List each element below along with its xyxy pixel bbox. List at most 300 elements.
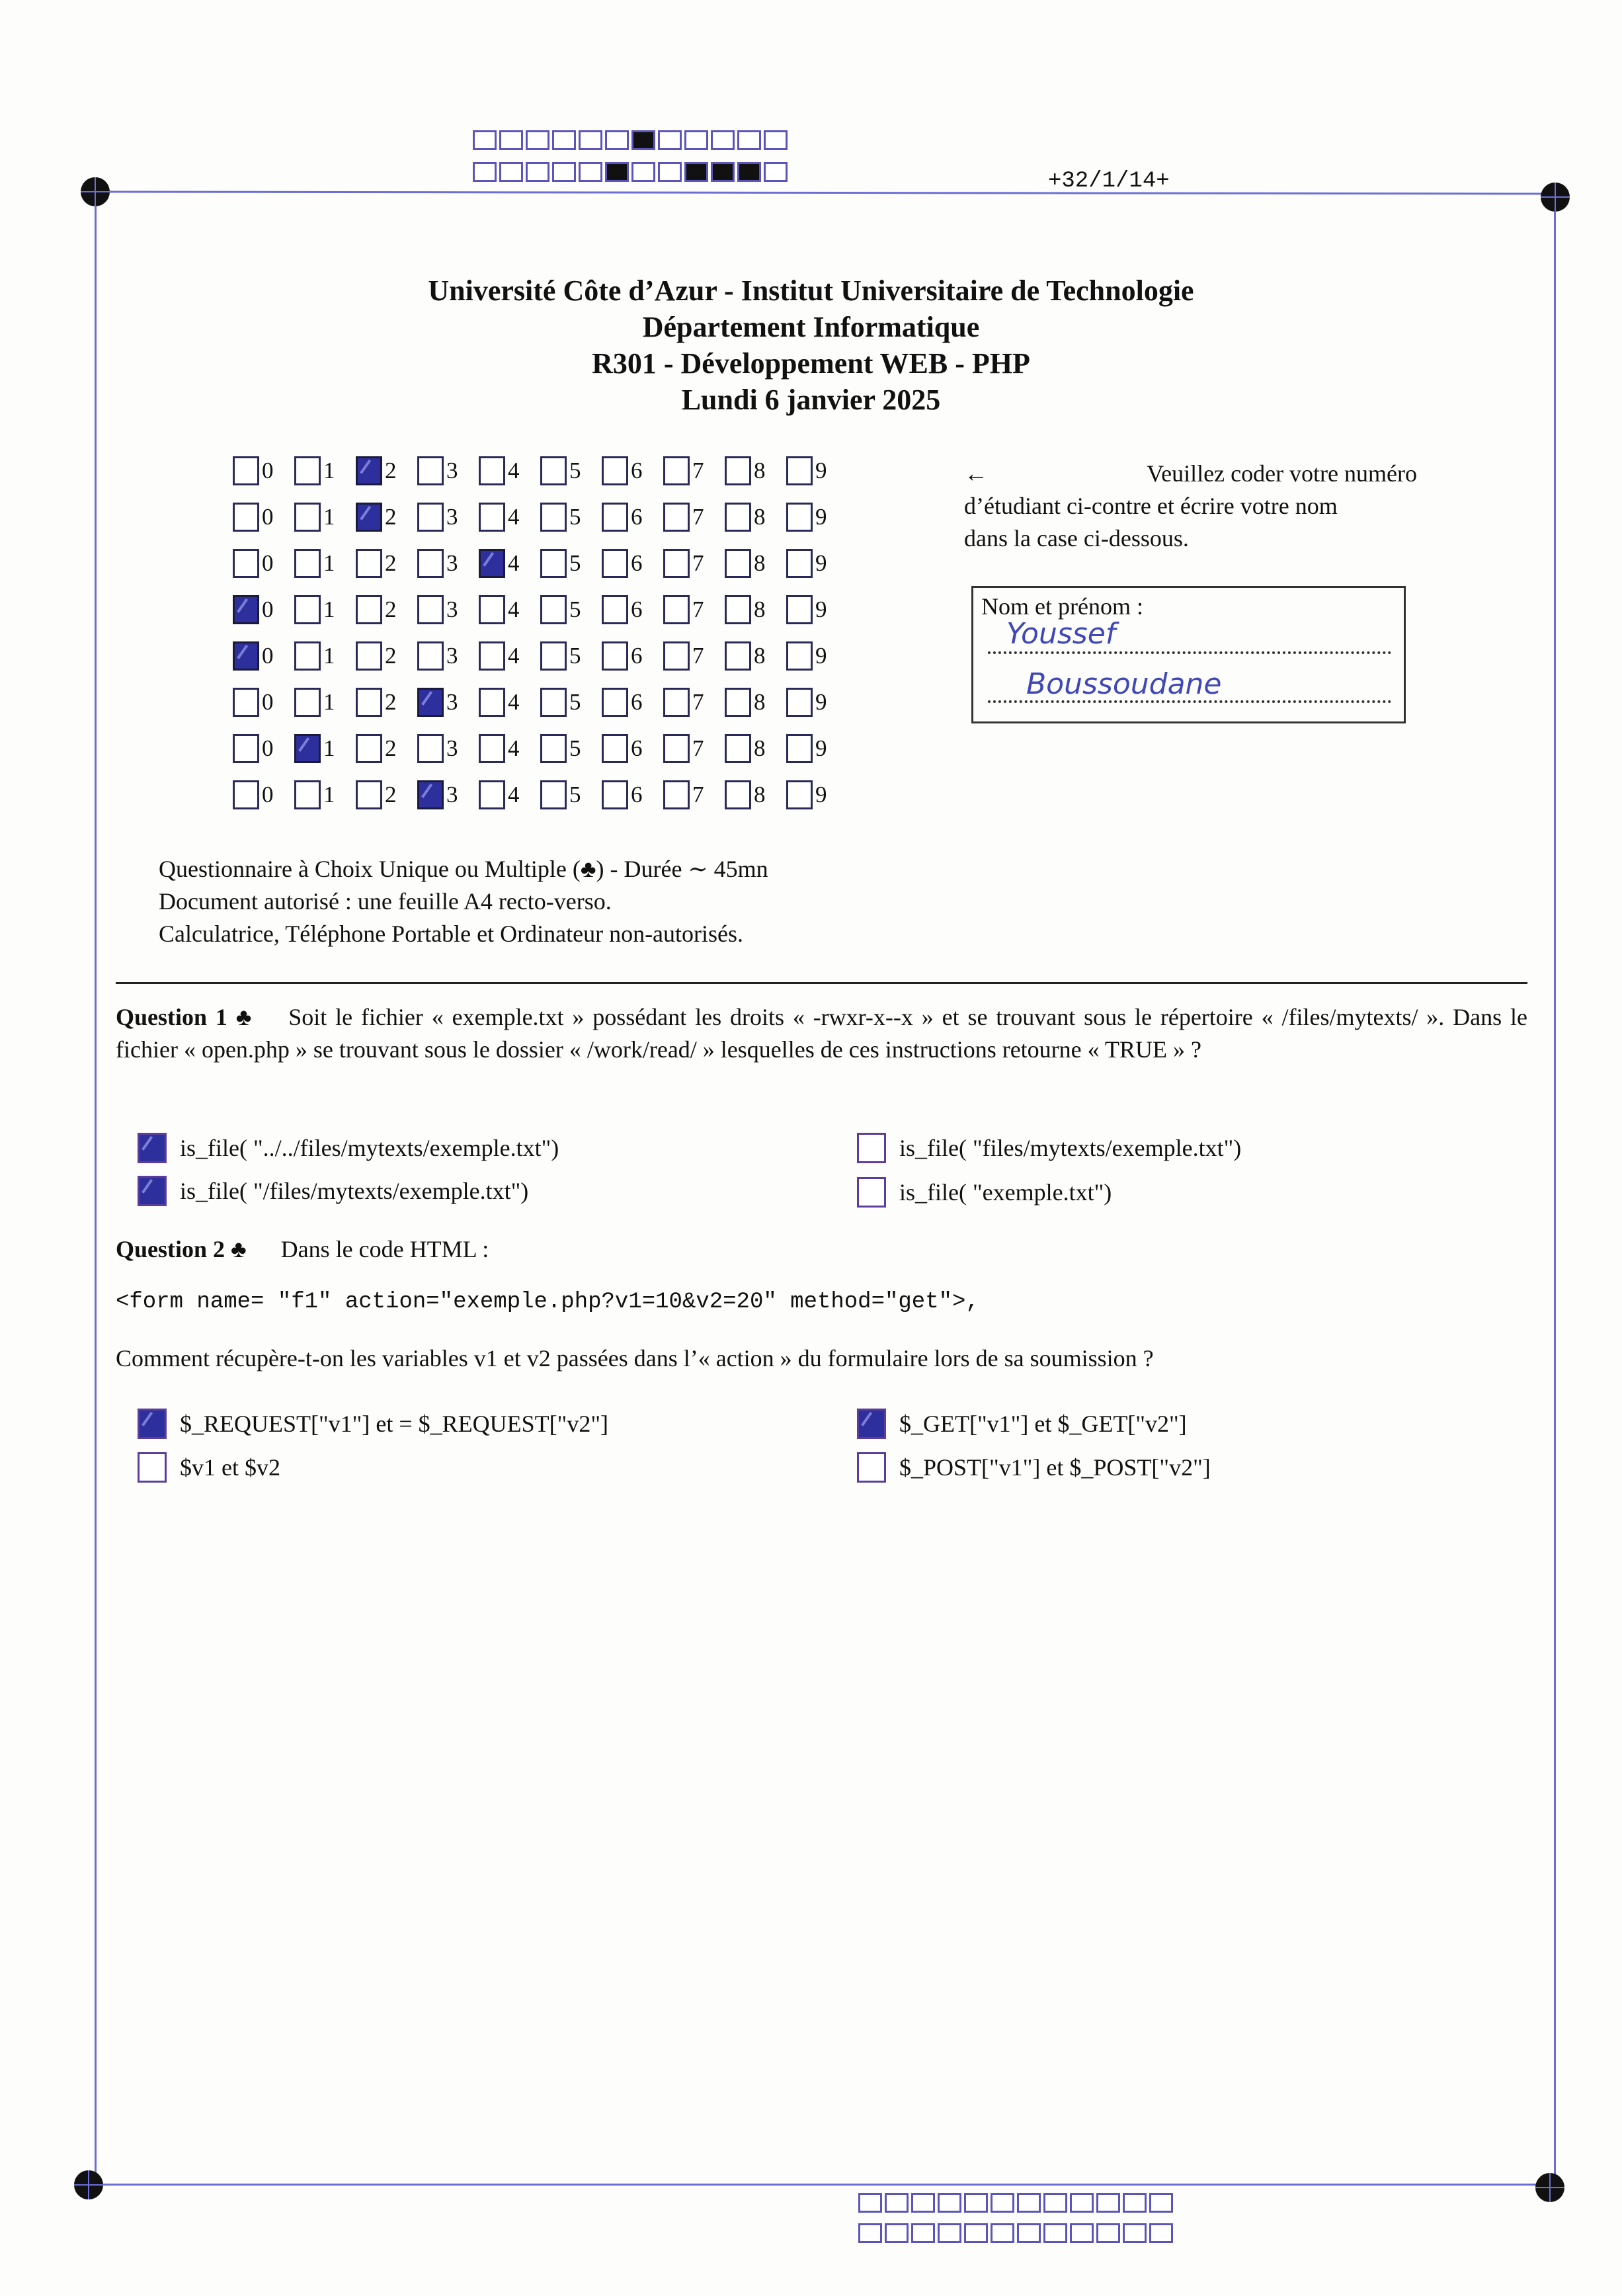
question-2-label: Question 2 ♣ <box>116 1236 247 1262</box>
digit-checkbox[interactable] <box>233 456 259 485</box>
digit-option[interactable] <box>540 780 602 809</box>
digit-option[interactable] <box>602 688 663 717</box>
name-box[interactable] <box>971 586 1406 723</box>
digit-checkbox[interactable] <box>294 780 321 809</box>
digit-checkbox[interactable] <box>540 641 567 671</box>
digit-checkbox[interactable] <box>356 734 382 763</box>
corner-marker-top-right <box>1541 183 1570 212</box>
digit-option[interactable] <box>540 456 602 485</box>
digit-label: 5 <box>569 735 581 761</box>
digit-label: 3 <box>446 689 458 715</box>
digit-option[interactable] <box>294 688 356 717</box>
digit-label: 7 <box>692 689 704 715</box>
digit-label: 5 <box>569 550 581 576</box>
q1-option-b-checkbox[interactable] <box>857 1133 886 1163</box>
digit-option[interactable] <box>417 780 479 809</box>
digit-option[interactable] <box>602 641 663 671</box>
question-2-heading <box>116 1233 489 1266</box>
instructions-line-1: Veuillez coder votre numéro <box>1147 460 1417 487</box>
q2-option-d[interactable] <box>857 1452 1211 1483</box>
digit-checkbox[interactable] <box>417 641 444 671</box>
code-cell <box>473 130 497 150</box>
q1-option-b[interactable] <box>857 1133 1241 1163</box>
digit-label: 2 <box>385 504 397 530</box>
digit-label: 6 <box>631 458 643 483</box>
digit-checkbox[interactable] <box>540 780 567 809</box>
digit-label: 3 <box>446 504 458 530</box>
digit-checkbox[interactable] <box>233 734 259 763</box>
digit-option[interactable] <box>356 734 417 763</box>
digit-label: 7 <box>692 596 704 622</box>
digit-label: 9 <box>815 596 827 622</box>
code-cell <box>1017 2193 1041 2213</box>
digit-checkbox[interactable] <box>602 595 628 624</box>
digit-checkbox[interactable] <box>479 641 505 671</box>
digit-label: 0 <box>262 596 274 622</box>
digit-checkbox[interactable] <box>540 549 567 578</box>
exam-date: Lundi 6 janvier 2025 <box>681 384 941 416</box>
code-cell <box>552 130 576 150</box>
digit-option[interactable] <box>540 688 602 717</box>
q2-option-a-checkbox[interactable] <box>138 1409 167 1439</box>
code-cell <box>737 162 761 182</box>
digit-label: 9 <box>815 735 827 761</box>
digit-option[interactable] <box>725 595 786 624</box>
instructions-line-2: d’étudiant ci-contre et écrire votre nom <box>964 493 1338 519</box>
code-cell <box>1096 2193 1120 2213</box>
digit-checkbox[interactable] <box>417 780 444 809</box>
digit-option[interactable] <box>786 503 848 532</box>
q1-option-a[interactable] <box>138 1133 559 1163</box>
digit-option[interactable] <box>417 734 479 763</box>
digit-checkbox[interactable] <box>356 456 382 485</box>
digit-checkbox[interactable] <box>602 734 628 763</box>
digit-label: 0 <box>262 643 274 669</box>
digit-checkbox[interactable] <box>786 641 813 671</box>
page-code: +32/1/14+ <box>1048 169 1170 194</box>
digit-option[interactable] <box>786 549 848 578</box>
q2-option-c[interactable] <box>138 1452 280 1483</box>
digit-option[interactable] <box>479 641 540 671</box>
digit-option[interactable] <box>356 780 417 809</box>
digit-checkbox[interactable] <box>540 595 567 624</box>
code-cell <box>764 162 788 182</box>
digit-option[interactable] <box>786 780 848 809</box>
digit-option[interactable] <box>663 503 725 532</box>
digit-label: 0 <box>262 550 274 576</box>
digit-option[interactable] <box>725 688 786 717</box>
digit-checkbox[interactable] <box>417 595 444 624</box>
digit-checkbox[interactable] <box>233 641 259 671</box>
digit-checkbox[interactable] <box>602 641 628 671</box>
digit-option[interactable] <box>479 595 540 624</box>
digit-checkbox[interactable] <box>540 503 567 532</box>
digit-checkbox[interactable] <box>786 734 813 763</box>
digit-label: 6 <box>631 735 643 761</box>
digit-checkbox[interactable] <box>294 688 321 717</box>
digit-option[interactable] <box>294 734 356 763</box>
digit-option[interactable] <box>602 595 663 624</box>
digit-label: 7 <box>692 550 704 576</box>
digit-option[interactable] <box>233 595 294 624</box>
digit-option[interactable] <box>725 503 786 532</box>
digit-option[interactable] <box>356 503 417 532</box>
q1-option-d[interactable] <box>857 1177 1112 1208</box>
code-cell <box>526 162 549 182</box>
digit-checkbox[interactable] <box>479 456 505 485</box>
digit-checkbox[interactable] <box>356 549 382 578</box>
code-cell <box>1149 2223 1173 2243</box>
code-cell <box>1043 2193 1067 2213</box>
digit-option[interactable] <box>663 456 725 485</box>
digit-label: 7 <box>692 735 704 761</box>
digit-checkbox[interactable] <box>663 641 690 671</box>
code-cell <box>711 130 735 150</box>
frame-top <box>95 190 1556 194</box>
digit-checkbox[interactable] <box>663 549 690 578</box>
digit-label: 9 <box>815 689 827 715</box>
code-cell <box>964 2223 988 2243</box>
digit-option[interactable] <box>602 734 663 763</box>
digit-option[interactable] <box>663 780 725 809</box>
digit-checkbox[interactable] <box>786 503 813 532</box>
question-1 <box>116 1001 1527 1066</box>
digit-label: 1 <box>323 504 335 530</box>
digit-checkbox[interactable] <box>786 456 813 485</box>
digit-option[interactable] <box>417 549 479 578</box>
digit-checkbox[interactable] <box>356 688 382 717</box>
digit-label: 7 <box>692 782 704 807</box>
digit-option[interactable] <box>233 734 294 763</box>
digit-checkbox[interactable] <box>725 734 751 763</box>
digit-label: 8 <box>754 504 766 530</box>
digit-option[interactable] <box>479 734 540 763</box>
student-number-row <box>233 587 848 633</box>
digit-option[interactable] <box>294 780 356 809</box>
digit-checkbox[interactable] <box>786 595 813 624</box>
digit-option[interactable] <box>417 688 479 717</box>
digit-checkbox[interactable] <box>663 503 690 532</box>
digit-checkbox[interactable] <box>233 688 259 717</box>
digit-checkbox[interactable] <box>602 549 628 578</box>
digit-checkbox[interactable] <box>725 641 751 671</box>
digit-label: 8 <box>754 596 766 622</box>
digit-label: 7 <box>692 504 704 530</box>
q1-option-a-checkbox[interactable] <box>138 1133 167 1163</box>
digit-checkbox[interactable] <box>294 503 321 532</box>
digit-label: 9 <box>815 458 827 483</box>
digit-label: 3 <box>446 550 458 576</box>
digit-checkbox[interactable] <box>233 549 259 578</box>
digit-label: 8 <box>754 550 766 576</box>
digit-label: 9 <box>815 782 827 807</box>
top-code-row-1 <box>473 130 790 150</box>
digit-label: 1 <box>323 643 335 669</box>
digit-checkbox[interactable] <box>725 503 751 532</box>
digit-option[interactable] <box>663 734 725 763</box>
digit-option[interactable] <box>294 641 356 671</box>
digit-option[interactable] <box>479 456 540 485</box>
digit-option[interactable] <box>294 456 356 485</box>
digit-checkbox[interactable] <box>725 549 751 578</box>
code-cell <box>499 130 523 150</box>
digit-option[interactable] <box>417 595 479 624</box>
digit-label: 3 <box>446 643 458 669</box>
code-cell <box>1070 2223 1094 2243</box>
digit-checkbox[interactable] <box>294 734 321 763</box>
code-cell <box>631 130 655 150</box>
digit-option[interactable] <box>786 456 848 485</box>
digit-checkbox[interactable] <box>417 549 444 578</box>
digit-checkbox[interactable] <box>725 456 751 485</box>
digit-label: 4 <box>508 550 520 576</box>
digit-option[interactable] <box>479 780 540 809</box>
digit-checkbox[interactable] <box>663 456 690 485</box>
code-cell <box>885 2193 909 2213</box>
digit-checkbox[interactable] <box>479 503 505 532</box>
code-cell <box>499 162 523 182</box>
code-cell <box>938 2193 961 2213</box>
digit-option[interactable] <box>417 641 479 671</box>
code-cell <box>711 162 735 182</box>
q2-option-b[interactable] <box>857 1409 1187 1439</box>
digit-option[interactable] <box>356 641 417 671</box>
digit-checkbox[interactable] <box>540 734 567 763</box>
code-cell <box>991 2193 1014 2213</box>
corner-marker-bottom-left <box>74 2170 103 2199</box>
arrow-left-icon: ← <box>964 460 988 487</box>
digit-checkbox[interactable] <box>663 780 690 809</box>
digit-option[interactable] <box>786 734 848 763</box>
code-cell <box>605 162 629 182</box>
header <box>0 272 1622 418</box>
digit-checkbox[interactable] <box>540 456 567 485</box>
digit-option[interactable] <box>479 688 540 717</box>
digit-checkbox[interactable] <box>294 595 321 624</box>
digit-checkbox[interactable] <box>479 780 505 809</box>
digit-option[interactable] <box>540 549 602 578</box>
digit-option[interactable] <box>786 641 848 671</box>
digit-checkbox[interactable] <box>356 780 382 809</box>
digit-checkbox[interactable] <box>356 595 382 624</box>
university-title: Université Côte d’Azur - Institut Universitaire de Technologie <box>428 274 1194 307</box>
code-cell <box>579 162 602 182</box>
digit-label: 4 <box>508 643 520 669</box>
digit-option[interactable] <box>356 456 417 485</box>
digit-checkbox[interactable] <box>294 641 321 671</box>
q2-option-b-checkbox[interactable] <box>857 1409 886 1439</box>
q2-option-c-checkbox[interactable] <box>138 1452 167 1483</box>
digit-option[interactable] <box>725 641 786 671</box>
digit-checkbox[interactable] <box>233 780 259 809</box>
digit-checkbox[interactable] <box>786 688 813 717</box>
digit-checkbox[interactable] <box>417 503 444 532</box>
q2-option-d-checkbox[interactable] <box>857 1452 886 1483</box>
digit-option[interactable] <box>786 688 848 717</box>
digit-option[interactable] <box>356 688 417 717</box>
q1-option-d-checkbox[interactable] <box>857 1177 886 1208</box>
digit-label: 5 <box>569 643 581 669</box>
question-2-code: <form name= "f1" action="exemple.php?v1=10&v2=20" method="get">, <box>116 1290 979 1315</box>
digit-option[interactable] <box>417 456 479 485</box>
code-cell <box>911 2193 935 2213</box>
digit-option[interactable] <box>479 503 540 532</box>
digit-label: 2 <box>385 735 397 761</box>
digit-checkbox[interactable] <box>602 780 628 809</box>
digit-option[interactable] <box>356 549 417 578</box>
frame-bottom <box>89 2184 1551 2186</box>
digit-option[interactable] <box>294 595 356 624</box>
digit-option[interactable] <box>602 456 663 485</box>
digit-checkbox[interactable] <box>294 456 321 485</box>
digit-option[interactable] <box>294 503 356 532</box>
frame-right <box>1554 194 1556 2186</box>
digit-option[interactable] <box>233 780 294 809</box>
digit-option[interactable] <box>663 549 725 578</box>
code-cell <box>552 162 576 182</box>
digit-option[interactable] <box>602 549 663 578</box>
digit-checkbox[interactable] <box>786 549 813 578</box>
digit-label: 2 <box>385 550 397 576</box>
code-cell <box>737 130 761 150</box>
code-cell <box>579 130 602 150</box>
digit-label: 2 <box>385 643 397 669</box>
digit-checkbox[interactable] <box>540 688 567 717</box>
digit-option[interactable] <box>540 595 602 624</box>
q1-option-c-checkbox[interactable] <box>138 1176 167 1206</box>
digit-label: 4 <box>508 458 520 483</box>
digit-checkbox[interactable] <box>356 503 382 532</box>
digit-label: 6 <box>631 596 643 622</box>
q2-option-a[interactable] <box>138 1409 608 1439</box>
instructions-line-3: dans la case ci-dessous. <box>964 525 1189 552</box>
digit-option[interactable] <box>479 549 540 578</box>
digit-checkbox[interactable] <box>602 688 628 717</box>
corner-marker-top-left <box>81 177 110 206</box>
digit-option[interactable] <box>663 641 725 671</box>
digit-checkbox[interactable] <box>479 688 505 717</box>
digit-checkbox[interactable] <box>479 734 505 763</box>
student-number-grid <box>233 448 848 818</box>
digit-option[interactable] <box>786 595 848 624</box>
digit-checkbox[interactable] <box>663 734 690 763</box>
digit-label: 1 <box>323 550 335 576</box>
code-cell <box>658 162 682 182</box>
digit-checkbox[interactable] <box>356 641 382 671</box>
q1-option-a-label: is_file( "../../files/mytexts/exemple.txt") <box>180 1135 559 1161</box>
digit-option[interactable] <box>233 549 294 578</box>
digit-checkbox[interactable] <box>602 503 628 532</box>
digit-checkbox[interactable] <box>479 595 505 624</box>
divider <box>116 982 1527 984</box>
digit-checkbox[interactable] <box>417 688 444 717</box>
digit-checkbox[interactable] <box>417 734 444 763</box>
digit-checkbox[interactable] <box>663 595 690 624</box>
code-cell <box>526 130 549 150</box>
digit-label: 1 <box>323 689 335 715</box>
student-last-name: Boussoudane <box>1026 667 1222 701</box>
digit-label: 3 <box>446 596 458 622</box>
code-cell <box>764 130 788 150</box>
student-number-row <box>233 633 848 679</box>
digit-checkbox[interactable] <box>417 456 444 485</box>
code-cell <box>885 2223 909 2243</box>
question-2-text: Comment récupère-t-on les variables v1 et v2 passées dans l’« action » du formulaire lors de sa soumission ? <box>116 1345 1154 1372</box>
digit-option[interactable] <box>540 641 602 671</box>
student-number-row <box>233 494 848 540</box>
digit-label: 2 <box>385 782 397 807</box>
digit-checkbox[interactable] <box>725 688 751 717</box>
digit-checkbox[interactable] <box>294 549 321 578</box>
q1-option-c[interactable] <box>138 1176 528 1206</box>
exam-info-line-3: Calculatrice, Téléphone Portable et Ordinateur non-autorisés. <box>159 921 744 947</box>
digit-option[interactable] <box>540 734 602 763</box>
digit-label: 8 <box>754 689 766 715</box>
code-cell <box>684 162 708 182</box>
digit-option[interactable] <box>356 595 417 624</box>
digit-option[interactable] <box>417 503 479 532</box>
student-first-name: Youssef <box>1006 617 1116 651</box>
digit-option[interactable] <box>233 641 294 671</box>
code-cell <box>658 130 682 150</box>
code-cell <box>938 2223 961 2243</box>
digit-option[interactable] <box>725 780 786 809</box>
frame-left <box>95 192 97 2184</box>
digit-checkbox[interactable] <box>233 595 259 624</box>
digit-label: 4 <box>508 596 520 622</box>
digit-checkbox[interactable] <box>602 456 628 485</box>
digit-option[interactable] <box>233 503 294 532</box>
code-cell <box>1096 2223 1120 2243</box>
digit-option[interactable] <box>725 734 786 763</box>
digit-label: 2 <box>385 596 397 622</box>
digit-label: 4 <box>508 735 520 761</box>
student-number-row <box>233 679 848 725</box>
digit-option[interactable] <box>725 456 786 485</box>
code-cell <box>1070 2193 1094 2213</box>
q2-option-a-label: $_REQUEST["v1"] et = $_REQUEST["v2"] <box>180 1411 609 1437</box>
digit-label: 5 <box>569 458 581 483</box>
digit-label: 0 <box>262 458 274 483</box>
exam-info-line-2: Document autorisé : une feuille A4 recto-verso. <box>159 888 612 915</box>
digit-checkbox[interactable] <box>233 503 259 532</box>
digit-label: 3 <box>446 782 458 807</box>
digit-checkbox[interactable] <box>663 688 690 717</box>
digit-label: 7 <box>692 643 704 669</box>
digit-option[interactable] <box>602 780 663 809</box>
digit-option[interactable] <box>233 688 294 717</box>
digit-checkbox[interactable] <box>725 780 751 809</box>
digit-option[interactable] <box>663 595 725 624</box>
digit-label: 1 <box>323 596 335 622</box>
digit-option[interactable] <box>725 549 786 578</box>
digit-checkbox[interactable] <box>725 595 751 624</box>
digit-label: 8 <box>754 782 766 807</box>
digit-option[interactable] <box>294 549 356 578</box>
digit-option[interactable] <box>663 688 725 717</box>
department-title: Département Informatique <box>642 311 980 343</box>
bottom-code-row-1 <box>858 2193 1176 2213</box>
digit-option[interactable] <box>602 503 663 532</box>
digit-checkbox[interactable] <box>479 549 505 578</box>
q1-option-b-label: is_file( "files/mytexts/exemple.txt") <box>899 1135 1242 1161</box>
digit-option[interactable] <box>233 456 294 485</box>
digit-checkbox[interactable] <box>786 780 813 809</box>
code-cell <box>1123 2193 1147 2213</box>
digit-label: 0 <box>262 689 274 715</box>
code-cell <box>858 2223 882 2243</box>
digit-option[interactable] <box>540 503 602 532</box>
